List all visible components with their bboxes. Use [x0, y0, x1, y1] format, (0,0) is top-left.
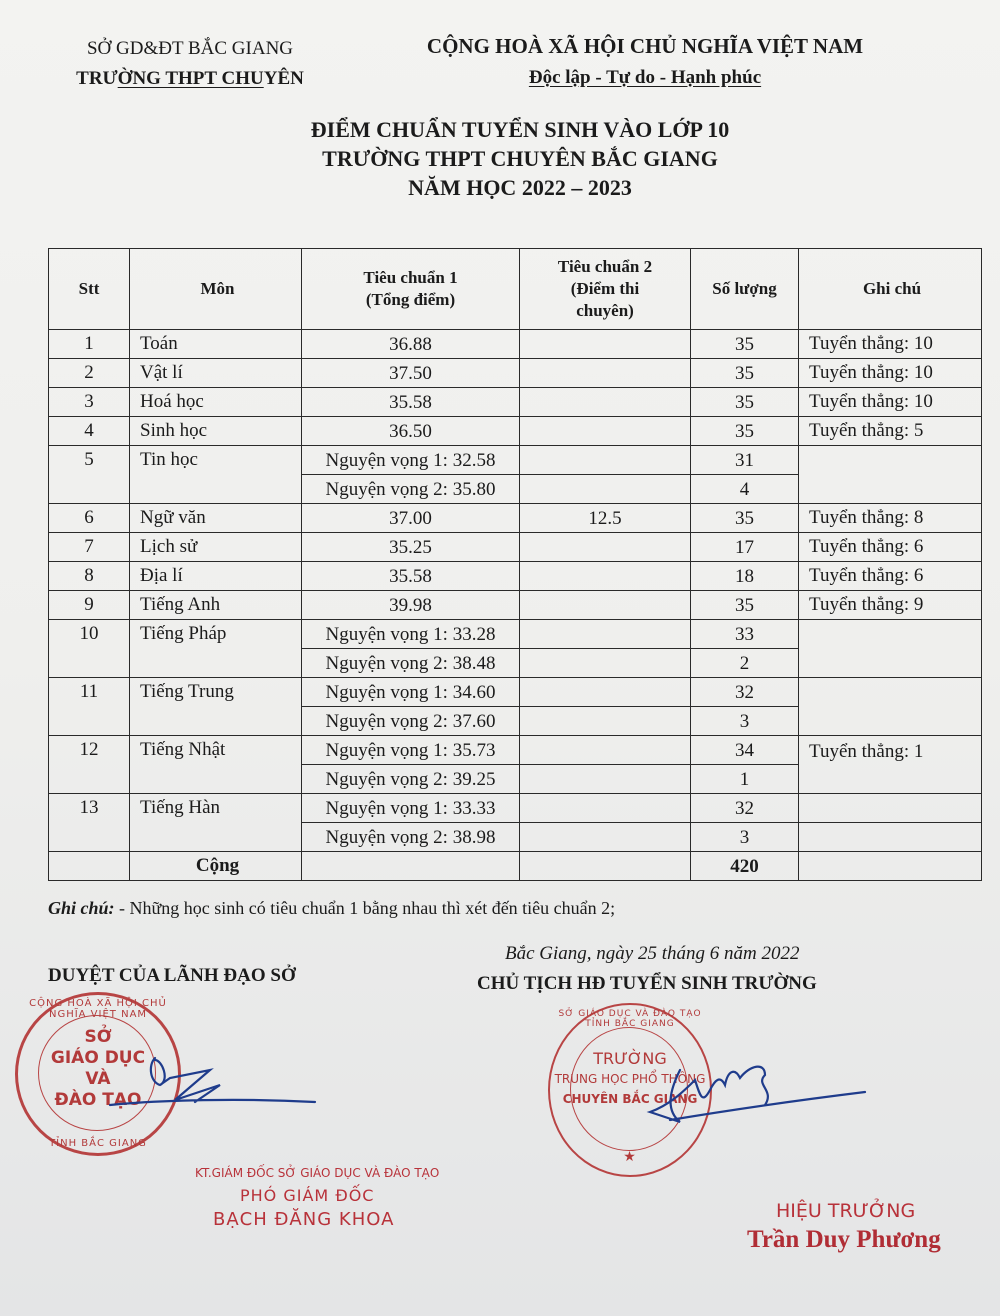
cell-criterion-2: [520, 388, 691, 417]
cell-criterion-1: 39.98: [302, 591, 520, 620]
table-row: [49, 359, 982, 388]
cell-subject: Tiếng Anh: [130, 591, 302, 620]
cell-aspiration-2: Nguyện vọng 2: 39.25: [302, 765, 520, 794]
cell-quantity-aspiration-2: 3: [691, 707, 799, 736]
cell-notes: [799, 446, 982, 504]
cell-aspiration-2: Nguyện vọng 2: 37.60: [302, 707, 520, 736]
cell-aspiration-1: Nguyện vọng 1: 33.28: [302, 620, 520, 649]
title-line-1: ĐIỂM CHUẨN TUYỂN SINH VÀO LỚP 10: [310, 117, 730, 142]
title-line-2: TRƯỜNG THPT CHUYÊN BẮC GIANG: [322, 146, 718, 171]
right-signer-name: Trần Duy Phương: [747, 1226, 941, 1253]
cell-aspiration-2: Nguyện vọng 2: 35.80: [302, 475, 520, 504]
cell-quantity-aspiration-1: 34: [691, 736, 799, 765]
table-header-row: [49, 249, 982, 330]
date-line: Bắc Giang, ngày 25 tháng 6 năm 2022: [505, 943, 800, 964]
document-title: [200, 115, 840, 202]
cell-stt: 13: [49, 794, 130, 852]
cell-criterion-2: [520, 330, 691, 359]
cell-quantity: 35: [691, 504, 799, 533]
cell-quantity: 35: [691, 359, 799, 388]
national-header: [380, 30, 910, 94]
col-header-criterion-2-line3: chuyên): [576, 301, 634, 320]
cell-notes: Tuyển thẳng: 10: [799, 388, 982, 417]
cell-aspiration-1: Nguyện vọng 1: 35.73: [302, 736, 520, 765]
cell-quantity-aspiration-2: 3: [691, 823, 799, 852]
cell-aspiration-1: Nguyện vọng 1: 33.33: [302, 794, 520, 823]
cell-criterion-2: 12.5: [520, 504, 691, 533]
cell-criterion-2: [520, 707, 691, 736]
col-header-notes: Ghi chú: [799, 249, 982, 330]
admission-scores-table: [48, 248, 982, 881]
total-quantity: 420: [691, 852, 799, 881]
cell-quantity-aspiration-1: 31: [691, 446, 799, 475]
cell-criterion-1: [302, 852, 520, 881]
cell-subject: Tiếng Hàn: [130, 794, 302, 852]
col-header-criterion-2-line1: Tiêu chuẩn 2: [557, 257, 653, 276]
cell-aspiration-1: Nguyện vọng 1: 34.60: [302, 678, 520, 707]
cell-stt: 10: [49, 620, 130, 678]
stamp-line-1: TRƯỜNG: [593, 1049, 667, 1068]
title-line-3: NĂM HỌC 2022 – 2023: [408, 175, 632, 200]
table-row: [49, 794, 982, 823]
total-label: Cộng: [130, 852, 302, 881]
table-row: [49, 736, 982, 765]
cell-quantity-aspiration-1: 32: [691, 678, 799, 707]
left-signer-role-1: KT.GIÁM ĐỐC SỞ GIÁO DỤC VÀ ĐÀO TẠO: [195, 1166, 440, 1180]
stamp-line-3: CHUYÊN BẮC GIANG: [562, 1092, 698, 1106]
cell-criterion-1: 35.58: [302, 388, 520, 417]
stamp-line-2: GIÁO DỤC: [50, 1048, 146, 1068]
department-name: SỞ GD&ĐT BẮC GIANG: [86, 38, 294, 59]
cell-quantity-aspiration-2: 2: [691, 649, 799, 678]
left-signature-title: DUYỆT CỦA LÃNH ĐẠO SỞ: [48, 965, 296, 986]
cell-subject: Lịch sử: [130, 533, 302, 562]
cell-criterion-1: 37.00: [302, 504, 520, 533]
left-signer-role-2: PHÓ GIÁM ĐỐC: [240, 1186, 375, 1205]
cell-quantity: 35: [691, 417, 799, 446]
right-signature-icon: [640, 1050, 880, 1140]
cell-criterion-2: [520, 794, 691, 823]
col-header-stt: Stt: [49, 249, 130, 330]
cell-aspiration-1: Nguyện vọng 1: 32.58: [302, 446, 520, 475]
cell-subject: Hoá học: [130, 388, 302, 417]
col-header-criterion-2: [520, 249, 691, 330]
cell-subject: Toán: [130, 330, 302, 359]
cell-stt: 8: [49, 562, 130, 591]
cell-stt: 12: [49, 736, 130, 794]
cell-criterion-2: [520, 852, 691, 881]
cell-notes: Tuyển thẳng: 10: [799, 359, 982, 388]
cell-criterion-2: [520, 736, 691, 765]
table-row: [49, 330, 982, 359]
cell-quantity: 35: [691, 330, 799, 359]
cell-criterion-1: 35.58: [302, 562, 520, 591]
cell-notes: Tuyển thẳng: 10: [799, 330, 982, 359]
cell-criterion-2: [520, 678, 691, 707]
left-signer-name: BẠCH ĐĂNG KHOA: [213, 1209, 395, 1230]
cell-notes: [799, 678, 982, 736]
table-row: [49, 446, 982, 475]
cell-stt: 7: [49, 533, 130, 562]
table-row: [49, 562, 982, 591]
table-row: [49, 417, 982, 446]
cell-notes: Tuyển thẳng: 9: [799, 591, 982, 620]
cell-subject: Ngữ văn: [130, 504, 302, 533]
cell-criterion-1: 35.25: [302, 533, 520, 562]
cell-aspiration-2: Nguyện vọng 2: 38.98: [302, 823, 520, 852]
cell-notes: [799, 823, 982, 852]
country-name: CỘNG HOÀ XÃ HỘI CHỦ NGHĨA VIỆT NAM: [426, 34, 864, 58]
left-signature-icon: [100, 1050, 330, 1120]
stamp-line-1: SỞ: [84, 1027, 112, 1047]
col-header-quantity: Số lượng: [691, 249, 799, 330]
cell-criterion-2: [520, 823, 691, 852]
cell-quantity: 35: [691, 591, 799, 620]
cell-criterion-2: [520, 591, 691, 620]
stamp-ring-text-top: SỞ GIÁO DỤC VÀ ĐÀO TẠO TỈNH BẮC GIANG: [558, 1009, 702, 1029]
cell-notes: Tuyển thẳng: 6: [799, 533, 982, 562]
cell-quantity: 17: [691, 533, 799, 562]
footnote-text: - Những học sinh có tiêu chuẩn 1 bằng nhau thì xét đến tiêu chuẩn 2;: [114, 898, 616, 918]
cell-notes: Tuyển thẳng: 6: [799, 562, 982, 591]
col-header-criterion-1-line2: (Tổng điểm): [365, 290, 456, 309]
cell-quantity-aspiration-2: 4: [691, 475, 799, 504]
cell-quantity: 18: [691, 562, 799, 591]
right-signer-role: HIỆU TRƯỞNG: [776, 1200, 916, 1222]
cell-subject: Tin học: [130, 446, 302, 504]
cell-criterion-2: [520, 475, 691, 504]
cell-aspiration-2: Nguyện vọng 2: 38.48: [302, 649, 520, 678]
school-name-part3: YÊN: [263, 68, 304, 89]
footnote: [48, 898, 615, 919]
cell-stt: 5: [49, 446, 130, 504]
table-row: [49, 620, 982, 649]
cell-criterion-2: [520, 359, 691, 388]
cell-subject: Tiếng Nhật: [130, 736, 302, 794]
cell-criterion-2: [520, 765, 691, 794]
cell-stt: 4: [49, 417, 130, 446]
cell-stt: 11: [49, 678, 130, 736]
cell-subject: Vật lí: [130, 359, 302, 388]
col-header-criterion-2-line2: (Điểm thi: [570, 279, 640, 298]
cell-criterion-2: [520, 620, 691, 649]
cell-criterion-2: [520, 446, 691, 475]
cell-subject: Địa lí: [130, 562, 302, 591]
cell-subject: Tiếng Pháp: [130, 620, 302, 678]
national-motto: Độc lập - Tự do - Hạnh phúc: [528, 67, 762, 88]
stamp-line-4: ĐÀO TẠO: [54, 1090, 142, 1110]
cell-stt: 1: [49, 330, 130, 359]
cell-criterion-2: [520, 417, 691, 446]
issuing-authority: [55, 34, 325, 94]
cell-stt: 2: [49, 359, 130, 388]
cell-subject: Tiếng Trung: [130, 678, 302, 736]
stamp-ring-text-top: CỘNG HOÀ XÃ HỘI CHỦ NGHĨA VIỆT NAM: [29, 998, 167, 1020]
table-row: [49, 504, 982, 533]
stamp-line-2: TRUNG HỌC PHỔ THÔNG: [554, 1072, 706, 1086]
cell-criterion-2: [520, 649, 691, 678]
col-header-subject: Môn: [130, 249, 302, 330]
cell-quantity-aspiration-1: 33: [691, 620, 799, 649]
table-row: [49, 533, 982, 562]
cell-stt: 3: [49, 388, 130, 417]
cell-stt: [49, 852, 130, 881]
footnote-label: Ghi chú:: [48, 898, 115, 918]
cell-criterion-1: 36.50: [302, 417, 520, 446]
cell-criterion-2: [520, 533, 691, 562]
cell-criterion-1: 37.50: [302, 359, 520, 388]
cell-criterion-2: [520, 562, 691, 591]
cell-notes: [799, 620, 982, 678]
stamp-ring-text-bottom: TỈNH BẮC GIANG: [49, 1138, 147, 1149]
cell-notes: Tuyển thẳng: 1: [799, 736, 982, 794]
school-name: [55, 64, 325, 94]
table-row: [49, 678, 982, 707]
table-total-row: [49, 852, 982, 881]
cell-quantity-aspiration-1: 32: [691, 794, 799, 823]
cell-notes: [799, 794, 982, 823]
table-row: [49, 591, 982, 620]
right-signature-title: CHỦ TỊCH HĐ TUYỂN SINH TRƯỜNG: [477, 973, 817, 994]
cell-notes: Tuyển thẳng: 5: [799, 417, 982, 446]
stamp-line-3: VÀ: [85, 1069, 111, 1089]
cell-quantity: 35: [691, 388, 799, 417]
cell-stt: 6: [49, 504, 130, 533]
cell-notes: Tuyển thẳng: 8: [799, 504, 982, 533]
school-name-part2: ỜNG THPT CHU: [117, 68, 264, 89]
cell-stt: 9: [49, 591, 130, 620]
col-header-criterion-1: [302, 249, 520, 330]
cell-criterion-1: 36.88: [302, 330, 520, 359]
table-row: [49, 388, 982, 417]
cell-notes: [799, 852, 982, 881]
cell-subject: Sinh học: [130, 417, 302, 446]
stamp-star-icon: ★: [623, 1149, 637, 1165]
cell-quantity-aspiration-2: 1: [691, 765, 799, 794]
col-header-criterion-1-line1: Tiêu chuẩn 1: [363, 268, 458, 287]
school-name-part1: TRƯ: [76, 68, 118, 89]
